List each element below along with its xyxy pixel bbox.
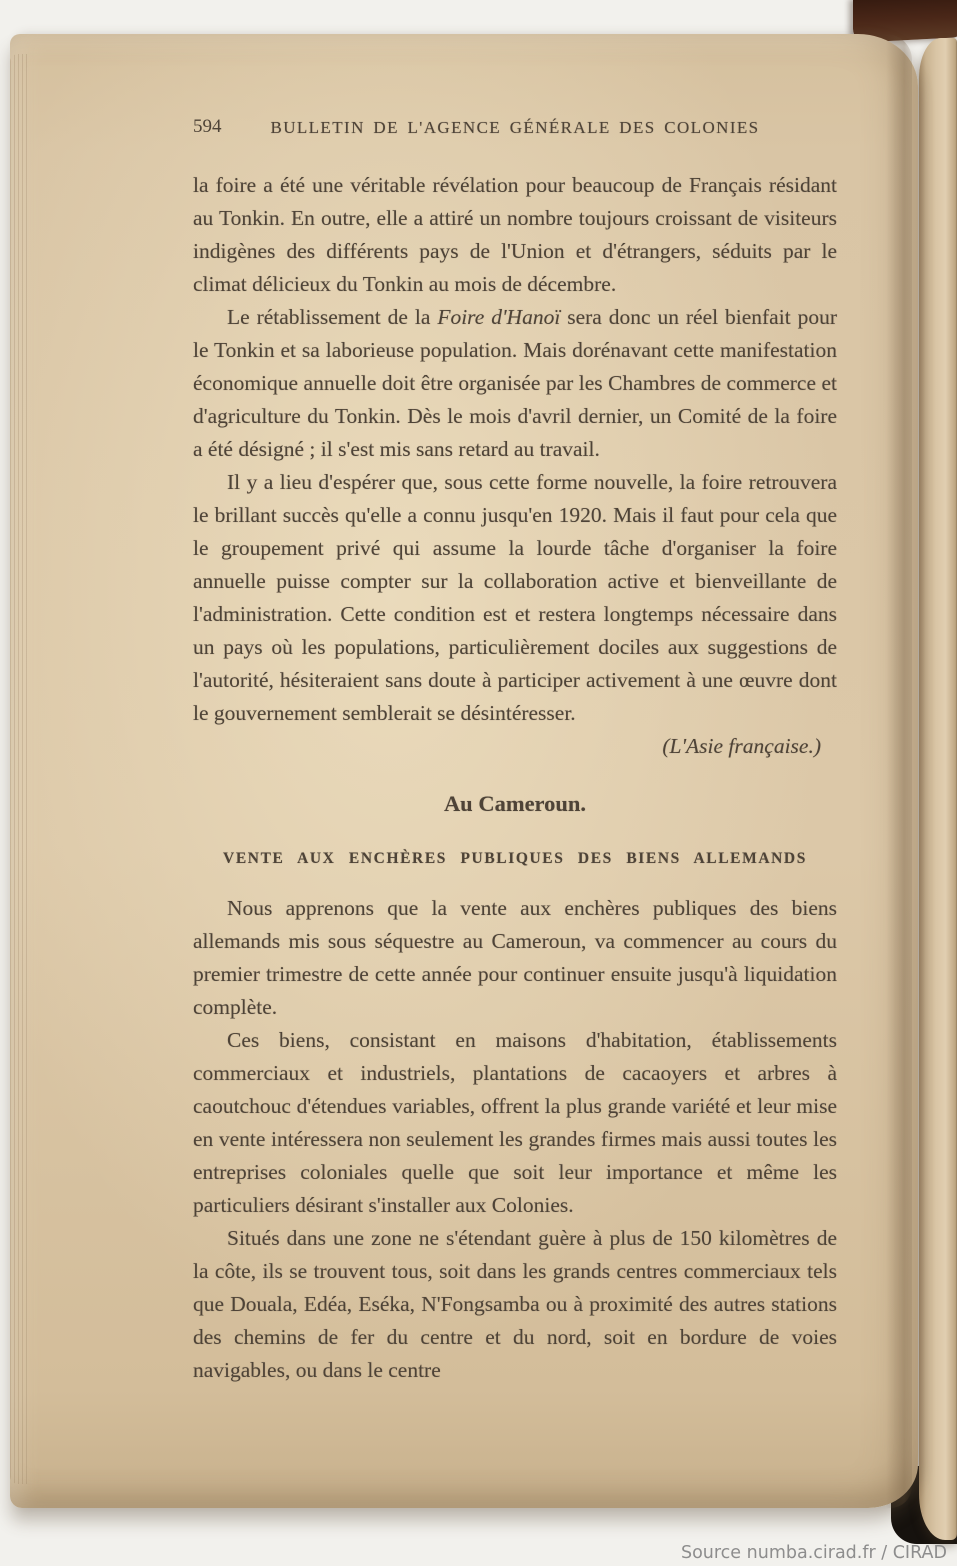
scan-source-credit: Source numba.cirad.fr / CIRAD (680, 1543, 947, 1563)
page-header (193, 114, 837, 144)
article-cameroun (193, 892, 837, 1387)
paragraph: Nous apprenons que la vente aux enchères publiques des biens allemands mis sous séquestre au Cameroun, va commencer au cours du premier trimestre de cette année pour continuer ensuite jusqu'à liquidation complète. (193, 896, 837, 1019)
running-title: BULLETIN DE L'AGENCE GÉNÉRALE DES COLONIES (270, 118, 760, 137)
gutter-crease (886, 34, 912, 1508)
page-stack-edge (10, 54, 28, 1484)
article-tonkin (193, 169, 837, 763)
source-attribution: (L'Asie française.) (662, 734, 821, 758)
paragraph (193, 301, 837, 466)
paragraph: Il y a lieu d'espérer que, sous cette forme nouvelle, la foire retrouvera le brillant succès qu'elle a connu jusqu'en 1920. Mais il faut pour cela que le groupement privé qui assume la lourde tâche d'organiser la foire annuelle puisse compter sur la collaboration active et bienveillante de l'administration. Cette condition est et restera longtemps nécessaire dans un pays où les populations, particulièrement dociles aux suggestions de l'autorité, hésiteraient sans doute à participer activement à une œuvre dont le gouvernement semblerait se désintéresser. (193, 470, 837, 725)
paragraph: Situés dans une zone ne s'étendant guère à plus de 150 kilomètres de la côte, ils se trouvent tous, soit dans les grands centres commerciaux tels que Douala, Edéa, Eséka, N'Fongsamba ou à proximité des autres stations des chemins de fer du centre et du nord, soit en bordure de voies navigables, ou dans le centre (193, 1226, 837, 1382)
section-subtitle: VENTE AUX ENCHÈRES PUBLIQUES DES BIENS ALLEMANDS (223, 850, 807, 867)
page-number: 594 (193, 116, 222, 137)
section-title: Au Cameroun. (443, 791, 587, 816)
scanned-page (10, 34, 918, 1508)
next-page-edge (919, 38, 957, 1540)
paragraph: la foire a été une véritable révélation pour beaucoup de Français résidant au Tonkin. En outre, elle a attiré un nombre toujours croissant de visiteurs indigènes des différents pays de l'Union et d'étrangers, séduits par le climat délicieux du Tonkin au mois de décembre. (193, 173, 837, 296)
journal-name-italic: Foire d'Hanoï (437, 305, 561, 329)
page-content (193, 114, 837, 1387)
paragraph-text: Le rétablissement de la (227, 305, 438, 329)
paragraph-text: sera donc un réel bienfait pour le Tonkin et sa laborieuse population. Mais dorénavant cette manifestation économique annuelle doit être organisée par les Chambres de commerce et d'agriculture du Tonkin. Dès le mois d'avril dernier, un Comité de la foire a été désigné ; il s'est mis sans retard au travail. (193, 305, 837, 461)
paragraph: Ces biens, consistant en maisons d'habitation, établissements commerciaux et industriels, plantations de cacaoyers et arbres à caoutchouc d'étendues variables, offrent la plus grande variété et leur mise en vente intéressera non seulement les grandes firmes mais aussi toutes les entreprises coloniales quelle que soit leur importance et même les particuliers désirant s'installer aux Colonies. (193, 1028, 837, 1217)
